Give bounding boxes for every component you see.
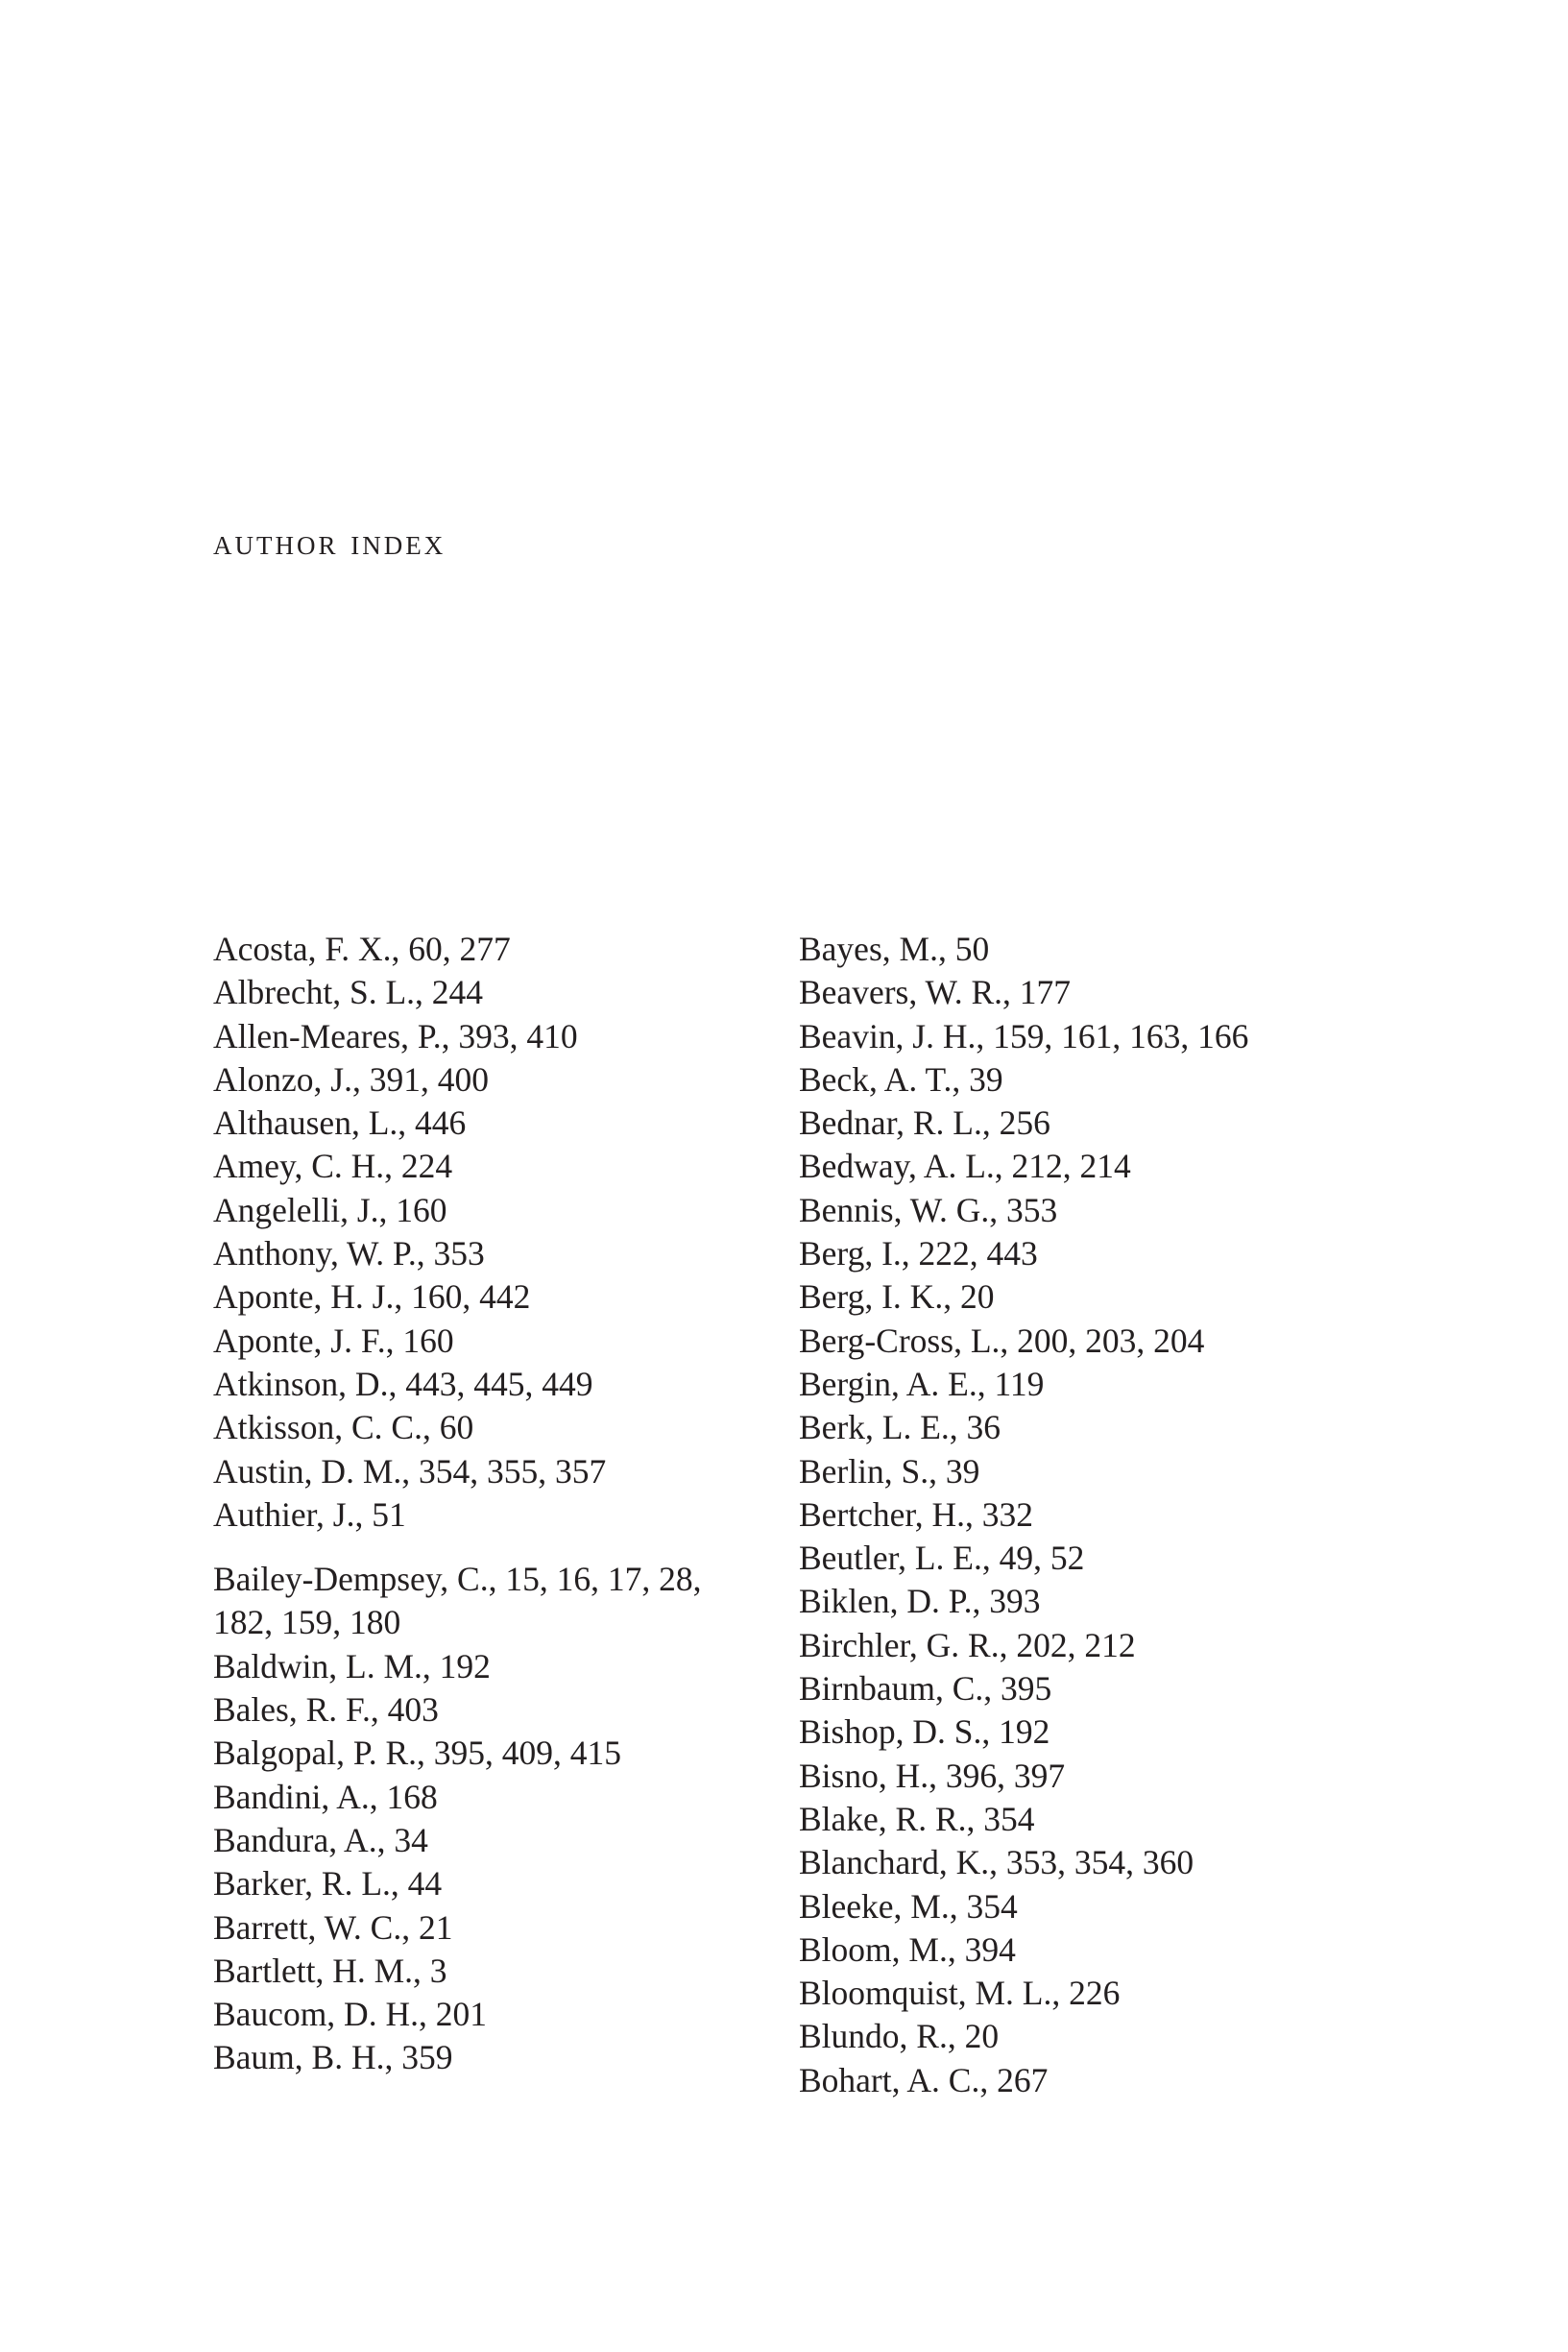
index-entry: Berlin, S., 39 — [799, 1451, 980, 1491]
index-entry: Bednar, R. L., 256 — [799, 1103, 1050, 1143]
page-title: author index — [213, 521, 446, 563]
index-entry: Bennis, W. G., 353 — [799, 1190, 1058, 1229]
index-entry: Birchler, G. R., 202, 212 — [799, 1625, 1136, 1664]
index-entry: Baum, B. H., 359 — [213, 2038, 453, 2077]
index-entry: Bisno, H., 396, 397 — [799, 1756, 1066, 1795]
index-entry: Balgopal, P. R., 395, 409, 415 — [213, 1734, 622, 1773]
index-entry: Bertcher, H., 332 — [799, 1494, 1034, 1534]
index-entry: Bales, R. F., 403 — [213, 1690, 439, 1730]
index-entry: Bohart, A. C., 267 — [799, 2060, 1049, 2099]
index-entry: Berg, I., 222, 443 — [799, 1234, 1038, 1273]
index-entry: Angelelli, J., 160 — [213, 1190, 447, 1229]
index-entry: Bloomquist, M. L., 226 — [799, 1974, 1121, 2013]
index-entry: Barker, R. L., 44 — [213, 1864, 443, 1903]
index-entry: Bandura, A., 34 — [213, 1820, 428, 1859]
index-entry: Bartlett, H. M., 3 — [213, 1951, 447, 1990]
index-entry: Berg-Cross, L., 200, 203, 204 — [799, 1321, 1205, 1360]
index-entry: Authier, J., 51 — [213, 1494, 406, 1534]
index-entry: Berg, I. K., 20 — [799, 1277, 995, 1317]
index-entry: Berk, L. E., 36 — [799, 1408, 1001, 1447]
index-column-right — [799, 928, 1248, 2102]
index-entry: Atkisson, C. C., 60 — [213, 1408, 474, 1447]
index-entry: Bloom, M., 394 — [799, 1929, 1016, 1969]
index-entry — [213, 1558, 701, 1645]
index-entry: Austin, D. M., 354, 355, 357 — [213, 1451, 607, 1491]
index-entry: Barrett, W. C., 21 — [213, 1907, 453, 1947]
index-entry: Althausen, L., 446 — [213, 1103, 467, 1143]
index-entry-line: Bailey-Dempsey, C., 15, 16, 17, 28, — [213, 1560, 702, 1599]
index-entry: Bishop, D. S., 192 — [799, 1712, 1050, 1752]
index-entry: Blanchard, K., 353, 354, 360 — [799, 1843, 1194, 1882]
index-entry: Beavin, J. H., 159, 161, 163, 166 — [799, 1016, 1249, 1055]
index-entry: Beutler, L. E., 49, 52 — [799, 1539, 1085, 1578]
index-entry: Bedway, A. L., 212, 214 — [799, 1147, 1131, 1186]
index-entry: Bergin, A. E., 119 — [799, 1364, 1045, 1403]
letter-group-gap — [213, 1537, 701, 1558]
index-entry: Baucom, D. H., 201 — [213, 1995, 487, 2034]
index-entry: Anthony, W. P., 353 — [213, 1234, 485, 1273]
index-entry: Biklen, D. P., 393 — [799, 1582, 1041, 1621]
index-entry: Baldwin, L. M., 192 — [213, 1646, 491, 1685]
index-entry: Beck, A. T., 39 — [799, 1059, 1003, 1099]
index-entry: Beavers, W. R., 177 — [799, 973, 1071, 1012]
index-entry: Albrecht, S. L., 244 — [213, 973, 484, 1012]
index-entry: Alonzo, J., 391, 400 — [213, 1059, 489, 1099]
index-column-left — [213, 928, 701, 2080]
index-entry: Aponte, J. F., 160 — [213, 1321, 454, 1360]
index-entry: Birnbaum, C., 395 — [799, 1669, 1052, 1709]
index-entry: Acosta, F. X., 60, 277 — [213, 930, 511, 968]
index-entry: Aponte, H. J., 160, 442 — [213, 1277, 531, 1317]
index-entry: Allen-Meares, P., 393, 410 — [213, 1016, 578, 1055]
index-entry: Blundo, R., 20 — [799, 2017, 1000, 2056]
index-entry-continuation: 182, 159, 180 — [213, 1603, 401, 1642]
index-entry: Bandini, A., 168 — [213, 1777, 438, 1816]
index-entry: Blake, R. R., 354 — [799, 1799, 1035, 1838]
index-entry: Bleeke, M., 354 — [799, 1886, 1018, 1926]
index-entry: Bayes, M., 50 — [799, 930, 990, 968]
index-entry: Atkinson, D., 443, 445, 449 — [213, 1364, 593, 1403]
index-entry: Amey, C. H., 224 — [213, 1147, 453, 1186]
